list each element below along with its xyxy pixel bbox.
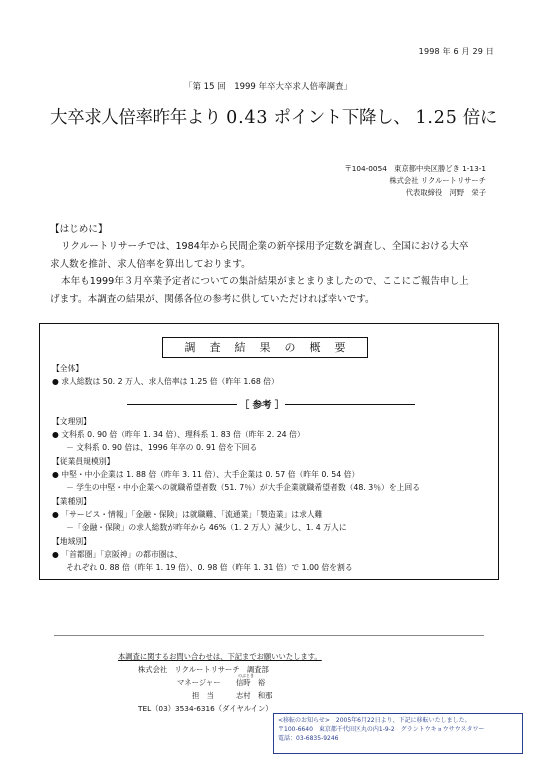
section-heading-by-industry: 【業種別】: [52, 497, 91, 506]
intro-line: 本年も1999年３月卒業予定者についての集計結果がまとまりましたので、ここにご報告申し上: [61, 276, 469, 288]
overall-item: ● 求人総数は 50. 2 万人、求人倍率は 1.25 倍（昨年 1.68 倍）: [52, 377, 279, 386]
intro-line: 求人数を推計、求人倍率を算出しております。: [50, 258, 251, 270]
reference-rule-left: [127, 404, 237, 405]
headline-number-1: 0.43: [226, 108, 269, 128]
footer-divider: [54, 635, 484, 636]
sender-address: 〒104-0054 東京都中央区勝どき 1-13-1: [344, 164, 486, 173]
relocation-notice-line: 〒100-6640 東京都千代田区丸の内1-9-2 グラントウキョウサウスタワー: [278, 726, 485, 733]
sender-company: 株式会社 リクルートリサーチ: [389, 176, 486, 185]
by-region-item: ● 「首都圏」「京阪神」の都市圏は、: [52, 550, 183, 559]
by-region-subitem: それぞれ 0. 88 倍（昨年 1. 19 倍）、0. 98 倍（昨年 1. 31 倍）で 1.00 倍を割る: [66, 563, 353, 572]
sender-block: [0, 163, 486, 199]
reference-rule-right: [285, 404, 415, 405]
contact-tel: TEL（03）3534-6316（ダイヤルイン）: [138, 704, 273, 713]
contact-intro: 本調査に関するお問い合わせは、下記までお願いいたします。: [118, 652, 322, 661]
contact-manager-title: マネージャー: [177, 678, 221, 687]
by-industry-subitem: －「金融・保険」の求人総数が昨年から 46%（1. 2 万人）減少し、1. 4 万人に: [66, 523, 347, 532]
by-size-item: ● 中堅・中小企業は 1. 88 倍（昨年 3. 11 倍）、大手企業は 0. 57 倍（昨年 0. 54 倍）: [52, 470, 360, 479]
contact-manager-ruby: のぶとき: [238, 673, 254, 678]
headline-part-2: ポイント下降し、: [268, 108, 416, 128]
relocation-notice-line: <移転のお知らせ> 2005年6月22日より、下記に移転いたしました。: [278, 717, 471, 724]
headline-number-2: 1.25: [415, 108, 458, 128]
intro-line: げます。本調査の結果が、関係各位の参考に供していただければ幸いです。: [50, 293, 375, 305]
contact-manager-name: 信時 裕: [236, 678, 266, 687]
summary-title: 調査結果の概要: [162, 337, 368, 358]
headline-part-3: 倍に: [457, 108, 498, 128]
contact-staff-title: 担 当: [192, 691, 214, 700]
relocation-notice: [273, 713, 523, 754]
headline-part-1: 大卒求人倍率昨年より: [50, 108, 227, 128]
reference-label: ［ 参考 ］: [239, 400, 285, 411]
section-heading-by-major: 【文理別】: [52, 417, 91, 426]
by-major-item: ● 文科系 0. 90 倍（昨年 1. 34 倍）、理科系 1. 83 倍（昨年 2. 24 倍）: [52, 430, 305, 439]
by-major-subitem: － 文科系 0. 90 倍は、1996 年卒の 0. 91 倍を下回る: [66, 443, 258, 452]
headline: [50, 104, 498, 129]
survey-label: 「第 15 回 1999 年卒大卒求人倍率調査」: [183, 82, 353, 92]
section-heading-overall: 【全体】: [52, 364, 84, 373]
contact-company: 株式会社 リクルートリサーチ 調査部: [138, 665, 269, 674]
intro-section: [50, 221, 500, 308]
contact-staff-name: 志村 和那: [236, 691, 273, 700]
document-date: 1998 年 6 月 29 日: [418, 47, 494, 56]
by-size-subitem: － 学生の中堅・中小企業への就職希望者数（51. 7％）が大手企業就職希望者数（48. 3％）を上回る: [66, 483, 421, 492]
section-heading-by-region: 【地域別】: [52, 537, 91, 546]
intro-heading: 【はじめに】: [50, 224, 108, 235]
by-industry-item: ● 「サービス・情報」「金融・保険」は就職難、「流通業」「製造業」は求人難: [52, 510, 323, 519]
relocation-notice-line: 電話：03-6835-9246: [278, 735, 339, 742]
sender-representative: 代表取締役 河野 栄子: [405, 188, 486, 197]
intro-line: リクルートリサーチでは、1984年から民間企業の新卒採用予定数を調査し、全国における大卒: [61, 241, 469, 253]
section-heading-by-size: 【従業員規模別】: [52, 457, 115, 466]
